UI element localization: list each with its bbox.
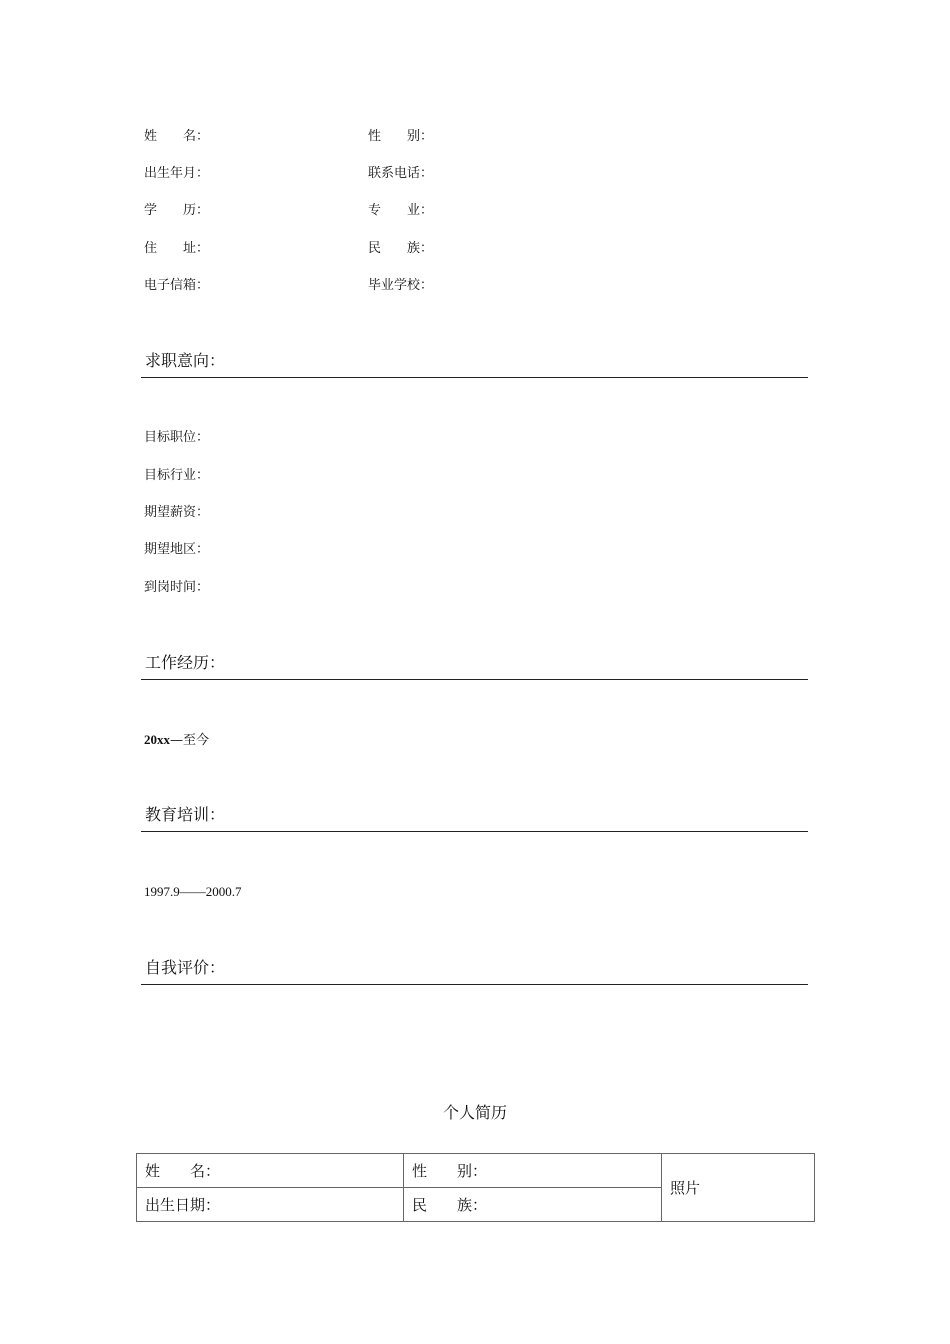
degree-label: 学 历： [144, 203, 210, 218]
table-photo-cell: 照片 [662, 1154, 815, 1222]
gender-label: 性 别： [368, 129, 434, 144]
table-gender-cell: 性 别： [404, 1154, 662, 1188]
expected-salary-label: 期望薪资： [144, 505, 210, 520]
email-label: 电子信箱： [144, 278, 210, 293]
ethnicity-label: 民 族： [368, 241, 434, 256]
resume-table [136, 1153, 815, 1222]
self-eval-section-header [141, 958, 808, 985]
job-intent-title: 求职意向： [145, 351, 226, 370]
start-time-label: 到岗时间： [144, 580, 210, 595]
target-position-label: 目标职位： [144, 430, 210, 445]
work-period-suffix: —至今 [170, 733, 210, 748]
work-title: 工作经历： [145, 653, 226, 672]
major-label: 专 业： [368, 203, 434, 218]
name-label: 姓 名： [144, 129, 210, 144]
resume-title: 个人简历 [443, 1103, 508, 1122]
education-period: 1997.9——2000.7 [144, 884, 242, 899]
education-title: 教育培训： [145, 805, 226, 824]
education-section-header [141, 805, 808, 832]
table-birth-cell: 出生日期： [137, 1188, 404, 1222]
phone-label: 联系电话： [368, 166, 434, 181]
table-ethnicity-cell: 民 族： [404, 1188, 662, 1222]
expected-region-label: 期望地区： [144, 542, 210, 557]
work-period-year: 20xx [144, 732, 170, 747]
target-industry-label: 目标行业： [144, 468, 210, 483]
table-name-cell: 姓 名： [137, 1154, 404, 1188]
address-label: 住 址： [144, 241, 210, 256]
self-eval-title: 自我评价： [145, 958, 226, 977]
work-period [144, 732, 209, 749]
work-section-header [141, 653, 808, 680]
job-intent-section-header [141, 351, 808, 378]
birth-month-label: 出生年月： [144, 166, 210, 181]
school-label: 毕业学校： [368, 278, 434, 293]
